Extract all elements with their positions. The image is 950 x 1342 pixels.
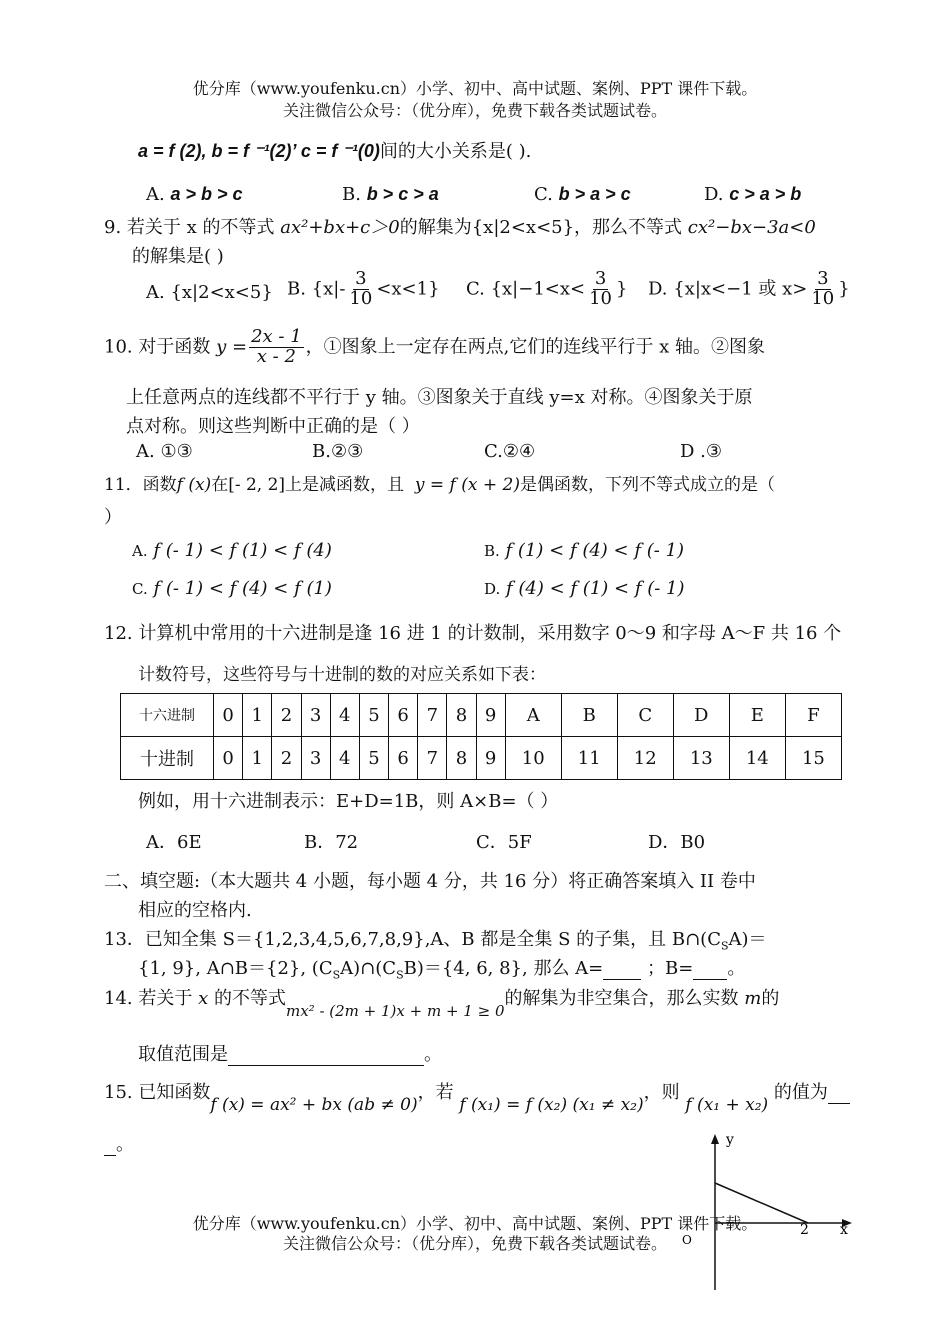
q8-option-d-label: D. [704,184,724,205]
q10-pre: 10. 对于函数 [104,336,211,358]
table-cell: C [617,694,673,737]
table-cell: 1 [243,694,272,737]
q14-x: x [198,988,209,1009]
x-tick-2: 2 [800,1222,809,1238]
q14-end: 的 [761,988,780,1009]
q11-option-a-value: f (- 1) < f (1) < f (4) [153,540,332,561]
q13-line2-d: ；B= [647,958,694,979]
table-cell: A [505,694,561,737]
q12-line-1: 12. 计算机中常用的十六进制是逢 16 进 1 的计数制，采用数字 0～9 和字母 A～F 共 16 个 [104,623,842,644]
q9-line-2: 的解集是( ) [132,246,224,267]
q15-mid2: ，则 [643,1082,680,1103]
table-cell: 4 [330,694,359,737]
q15-func: f (x) = ax² + bx (ab ≠ 0) [210,1095,418,1115]
q8-option-a-value: a > b > c [170,184,243,204]
q9-option-b-post: <x<1} [376,278,440,300]
table-cell: 5 [359,737,388,780]
footer-line-1: 优分库（www.youfenku.cn）小学、初中、高中试题、案例、PPT 课件下载。 [192,1214,758,1233]
q10-line-3: 点对称。则这些判断中正确的是（ ） [126,416,420,437]
fraction-denominator: x - 2 [256,345,296,367]
q11-option-b-label: B. [484,542,500,560]
table-cell: 4 [330,737,359,780]
table-cell: 6 [389,694,418,737]
q8-option-c-label: C. [534,184,553,205]
footer-line-2: 关注微信公众号：（优分库），免费下载各类试题试卷。 [282,1234,667,1253]
q13-text: 13．已知全集 S＝{1,2,3,4,5,6,7,8,9},A、B 都是全集 S 的子集，且 B∩(C [104,929,721,950]
q13-line2-a: {1, 9}, A∩B＝{2}, (C [138,958,333,979]
q14-line2-text: 取值范围是 [138,1044,228,1065]
q12-option-d[interactable]: D．B0 [648,832,706,853]
q13-sub: S [396,968,404,982]
table-cell: 3 [301,694,330,737]
table-cell: D [673,694,729,737]
table-cell: 8 [447,694,476,737]
q14-pre: 14. 若关于 [104,988,193,1009]
q10-option-c[interactable]: C.②④ [484,441,536,462]
x-axis-label: x [840,1222,848,1238]
table-cell: E [729,694,785,737]
table-cell: 2 [272,694,301,737]
q14-post: 的解集为非空集合，那么实数 [504,988,739,1009]
table-cell: 14 [729,737,785,780]
q11-option-c-value: f (- 1) < f (4) < f (1) [153,578,332,599]
q13-line2-e: 。 [727,958,746,979]
table-cell: 9 [476,694,505,737]
q15-end: 。 [116,1134,134,1155]
q14-mid: 的不等式 [213,988,286,1009]
q15-pre: 15. 已知函数 [104,1082,211,1103]
q12-option-a[interactable]: A．6E [146,832,202,853]
q9-ineq-2: cx²−bx−3a<0 [687,217,816,238]
fraction-denominator: 10 [589,287,612,309]
q13-sub: S [720,939,729,953]
q14-inequality: mx² - (2m + 1)x + m + 1 ≥ 0 [285,1002,505,1020]
q15-post: 的值为 [773,1082,828,1103]
table-cell: 5 [359,694,388,737]
q11-option-b-value: f (1) < f (4) < f (- 1) [505,540,685,561]
table-cell: 0 [214,737,243,780]
q11-text-c: 在[- 2, 2]上是减函数，且 [211,475,405,495]
fraction-numerator: 2x - 1 [251,326,302,347]
q8-option-b-value: b > c > a [366,184,439,204]
q9-option-c-pre: C. {x|−1<x< [466,278,586,300]
q11-option-a-label: A. [132,542,148,560]
table-cell: 6 [389,737,418,780]
q12-option-b[interactable]: B．72 [304,832,359,853]
section2-heading: 二、填空题:（本大题共 4 小题，每小题 4 分，共 16 分）将正确答案填入 II 卷中 [104,871,756,892]
q8-option-b-label: B. [342,184,361,205]
q11-func: f (x) [176,475,212,495]
q8-option-d-value: c > a > b [729,184,802,204]
q12-line-2: 计数符号，这些符号与十进制的数的对应关系如下表： [138,665,546,685]
q12-example: 例如，用十六进制表示：E+D=1B，则 A×B=（ ） [138,791,559,812]
table-cell: 13 [673,737,729,780]
header-line-2: 关注微信公众号：（优分库），免费下载各类试题试卷。 [282,101,667,120]
table-cell: 9 [476,737,505,780]
q15-expression: f (x₁ + x₂) [685,1095,769,1115]
q10-option-a[interactable]: A. ①③ [136,441,193,462]
q8-stem-text: 间的大小关系是( ). [379,141,532,162]
q11-text-e: 是偶函数，下列不等式成立的是（ [519,475,775,495]
q11-option-d-value: f (4) < f (1) < f (- 1) [506,578,685,599]
fraction-denominator: 10 [349,287,373,309]
q11-option-c-label: C. [132,580,148,598]
q10-option-d[interactable]: D .③ [680,441,723,462]
q10-option-b[interactable]: B.②③ [312,441,364,462]
fraction-numerator: 3 [817,268,829,289]
q13-sub: S [332,968,341,982]
table-cell: 8 [447,737,476,780]
q10-line-2: 上任意两点的连线都不平行于 y 轴。③图象关于直线 y=x 对称。④图象关于原 [126,387,753,408]
q8-option-c-value: b > a > c [558,184,631,204]
q9-option-b-pre: B. {x|- [287,278,346,300]
q13-line2-b: A)∩(C [340,958,397,979]
q8-stem-math: a = f (2), b = f ⁻¹(2)’ c = f ⁻¹(0) [138,141,380,161]
table-cell: 7 [418,694,447,737]
table-cell: 1 [243,737,272,780]
q11-line-2: ） [104,507,122,528]
table-cell: 0 [214,694,243,737]
q15-equation: f (x₁) = f (x₂) (x₁ ≠ x₂) [459,1095,644,1115]
q9-text-a: 9. 若关于 x 的不等式 [104,217,275,238]
table-cell: F [785,694,841,737]
table-cell: 12 [617,737,673,780]
table-cell: 15 [785,737,841,780]
q9-text-c: 的解集为{x|2<x<5}，那么不等式 [399,217,683,238]
q11-text-a: 11．函数 [104,475,177,495]
q10-post: ，①图象上一定存在两点,它们的连线平行于 x 轴。②图象 [305,336,765,358]
q11-shifted-func: y = f (x + 2) [414,475,520,495]
section2-heading-cont: 相应的空格内. [138,900,252,921]
q9-ineq-1: ax²+bx+c＞0 [280,217,400,238]
table-cell: 11 [561,737,617,780]
q14-line2-end: 。 [424,1044,442,1065]
q15-mid1: ，若 [417,1082,454,1103]
q9-option-c-post: } [616,278,628,300]
table-row-header: 十六进制 [121,694,214,737]
q10-y: y = [216,336,248,358]
q9-option-d-pre: D. {x|x<−1 或 x> [648,278,808,300]
table-cell: 10 [505,737,561,780]
q9-option-d-post: } [838,278,850,300]
q13-text-end: A)＝ [728,929,767,950]
q11-option-d-label: D. [484,580,501,598]
table-row-header: 十进制 [121,737,214,780]
q12-option-c[interactable]: C．5F [476,832,532,853]
q14-m: m [744,988,762,1009]
y-axis-label: y [726,1132,734,1148]
fraction-numerator: 3 [355,268,367,289]
q8-option-a-label: A. [146,184,165,205]
table-cell: B [561,694,617,737]
fraction-denominator: 10 [811,287,835,309]
fraction-numerator: 3 [594,268,607,289]
table-cell: 7 [418,737,447,780]
table-cell: 3 [301,737,330,780]
header-line-1: 优分库（www.youfenku.cn）小学、初中、高中试题、案例、PPT 课件下载。 [192,79,758,98]
table-cell: 2 [272,737,301,780]
origin-label: O [682,1233,692,1247]
q13-line2-c: B)＝{4, 6, 8}, 那么 A= [403,958,604,979]
y-axis-arrow-icon [711,1134,719,1144]
q9-option-a[interactable]: A. {x|2<x<5} [146,282,273,303]
